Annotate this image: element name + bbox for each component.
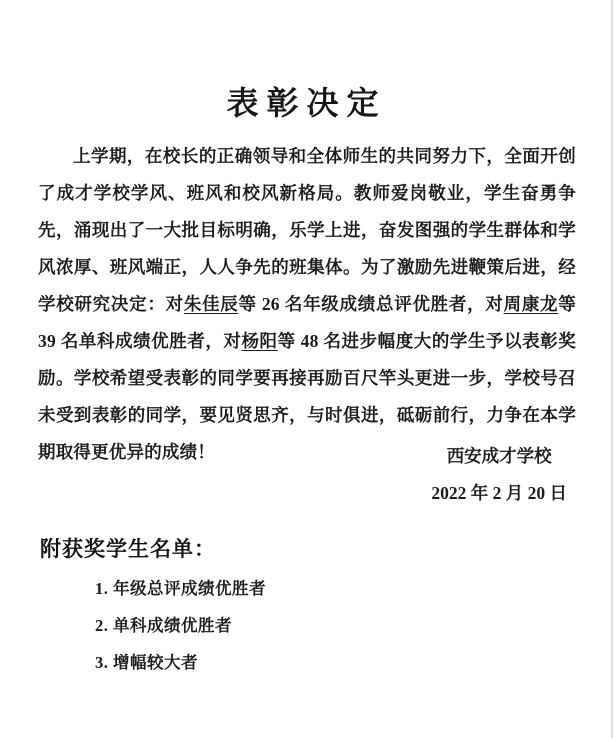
attachment-list [95, 570, 266, 681]
paragraph-text: 等 48 名进步幅度大的学生予以表彰奖励。学校希望受表彰的同学要再接再励百尺竿头更进一步，学校号召未受到表彰的同学，要见贤思齐，与时俱进，砥砺前行，力争在本学期取得更优异的成绩！ [38, 331, 576, 462]
attachment-heading: 附获奖学生名单： [40, 537, 216, 561]
paragraph-text: 等 26 名年级成绩总评优胜者，对 [238, 294, 504, 314]
attachment-list-item: 3. 增幅较大者 [95, 653, 198, 672]
document-title: 表彰决定 [226, 85, 387, 121]
body-paragraph [38, 138, 576, 471]
paragraph-text: 上学期，在校长的正确领导和全体师生的共同努力下，全面开创了成才学校学风、班风和校风新格局。教师爱岗敬业，学生奋勇争先，涌现出了一大批目标明确，乐学上进，奋发图强的学生群体和学风浓厚、班风端正，人人争先的班集体。为了激励先进鞭策后进，经学校研究决定：对 [38, 146, 576, 314]
signature-block [431, 438, 567, 512]
signature-school: 西安成才学校 [446, 446, 552, 466]
student-name-underlined: 朱佳辰 [183, 294, 239, 314]
signature-date: 2022 年 2 月 20 日 [431, 483, 567, 503]
student-name-underlined: 杨阳 [241, 331, 278, 351]
paragraph-text: 等 39 名单科成绩优胜者，对 [38, 294, 576, 351]
attachment-list-item: 2. 单科成绩优胜者 [95, 616, 232, 635]
attachment-list-item: 1. 年级总评成绩优胜者 [95, 579, 266, 598]
student-name-underlined: 周康龙 [503, 294, 559, 314]
